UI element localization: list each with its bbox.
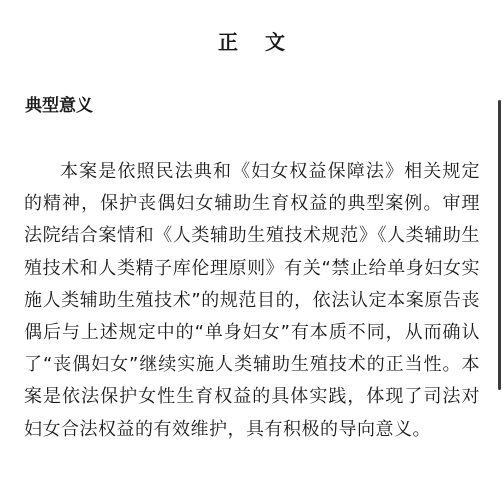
vertical-scrollbar[interactable]: [497, 0, 503, 500]
article-body: [24, 156, 480, 446]
article-paragraph: 本案是依照民法典和《妇女权益保障法》相关规定的精神，保护丧偶妇女辅助生育权益的典型案例。审理法院结合案情和《人类辅助生殖技术规范》《人类辅助生殖技术和人类精子库伦理原则》有关“禁止给单身妇女实施人类辅助生殖技术”的规范目的，依法认定本案原告丧偶后与上述规定中的“单身妇女”有本质不同，从而确认了“丧偶妇女”继续实施人类辅助生殖技术的正当性。本案是依法保护女性生育权益的具体实践，体现了司法对妇女合法权益的有效维护，具有积极的导向意义。: [24, 161, 480, 440]
page-title: 正 文: [218, 30, 295, 54]
section-heading: 典型意义: [25, 96, 93, 116]
scrollbar-thumb[interactable]: [498, 100, 501, 390]
